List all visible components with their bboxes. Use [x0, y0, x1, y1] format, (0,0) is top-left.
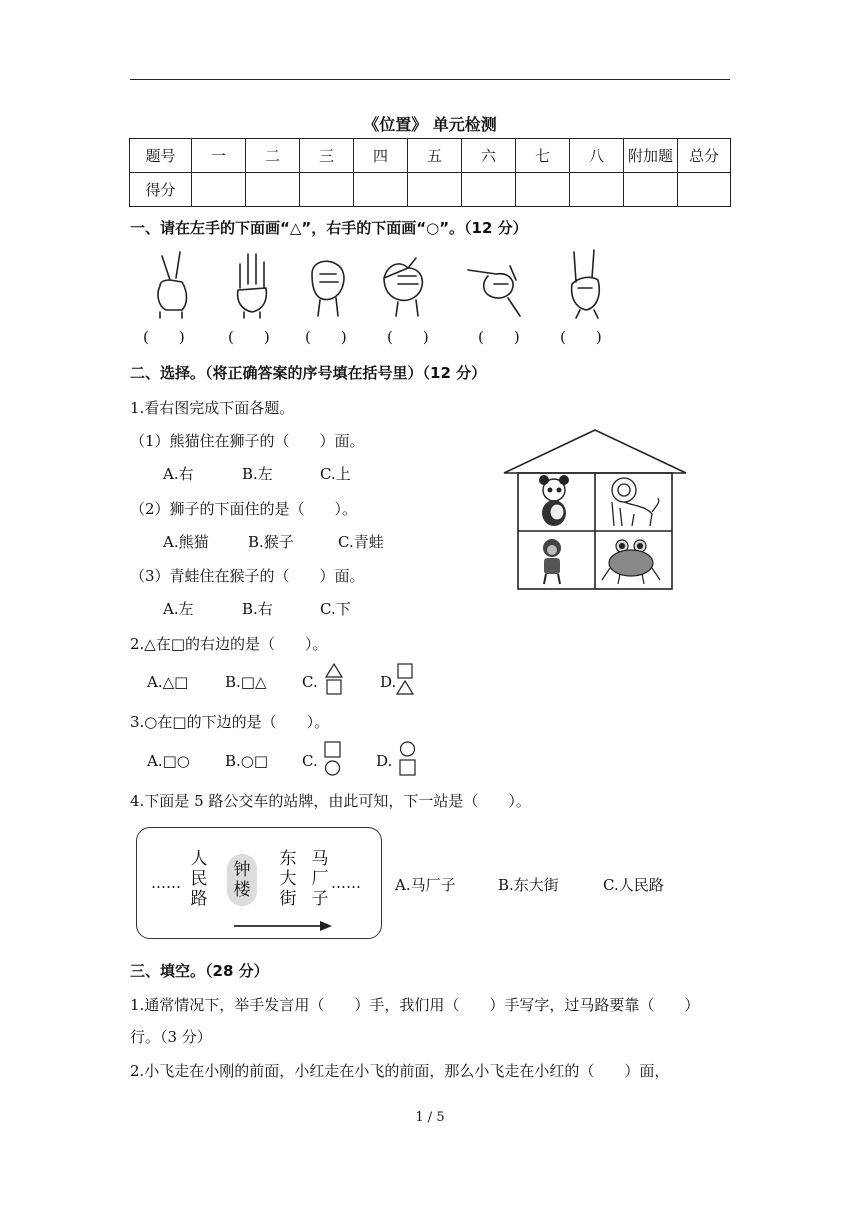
option[interactable]: A.△□ [147, 673, 189, 691]
bus-stop-bell-tower [232, 860, 252, 900]
option[interactable]: D. [376, 752, 393, 770]
score-cell [678, 173, 731, 207]
score-cell [354, 173, 408, 207]
score-cell [570, 173, 624, 207]
score-table [129, 138, 731, 207]
option[interactable]: B.右 [242, 600, 273, 618]
question-1-sub1: （1）熊猫住在狮子的（ ）面。 [130, 432, 365, 450]
table-cell: 题号 [130, 139, 192, 173]
question-1-sub3: （3）青蛙住在猴子的（ ）面。 [130, 567, 365, 585]
question-1-prompt: 1.看右图完成下面各题。 [130, 399, 295, 417]
triangle-over-square-icon [325, 663, 345, 697]
square-over-circle-icon [323, 741, 343, 777]
table-cell: 七 [516, 139, 570, 173]
section1-heading: 一、请在左手的下面画“△”，右手的下面画“○”。（12 分） [130, 219, 528, 237]
answer-blank[interactable]: ( ) [143, 328, 185, 346]
animal-house-illustration [502, 428, 688, 598]
score-cell [516, 173, 570, 207]
question-2-prompt: 2.△在□的右边的是（ ）。 [130, 635, 328, 653]
bus-sign-left-dots: …… [151, 874, 181, 892]
bus-stop-dongdajie [278, 849, 298, 909]
stop-char: 东 [279, 849, 297, 869]
stop-char: 路 [190, 889, 208, 909]
roof-icon [504, 430, 686, 473]
table-cell: 总分 [678, 139, 731, 173]
stop-char: 钟 [233, 860, 251, 880]
option[interactable]: C.青蛙 [338, 533, 384, 551]
option[interactable]: A.右 [163, 465, 194, 483]
option[interactable]: A.左 [163, 600, 194, 618]
fill-question-2-line1: 2.小飞走在小刚的前面，小红走在小飞的前面，那么小飞走在小红的（ ）面， [130, 1062, 670, 1080]
stop-char: 人 [190, 849, 208, 869]
table-cell: 一 [192, 139, 246, 173]
hand-fist-icon [312, 261, 344, 316]
option[interactable]: B.猴子 [248, 533, 294, 551]
option[interactable]: A.熊猫 [163, 533, 209, 551]
stop-char: 子 [311, 889, 329, 909]
panda-icon [539, 475, 569, 526]
question-3-prompt: 3.○在□的下边的是（ ）。 [130, 713, 330, 731]
table-cell: 二 [246, 139, 300, 173]
bus-stop-renmin-road [189, 849, 209, 909]
table-cell: 附加题 [624, 139, 678, 173]
score-table-header-row [130, 139, 731, 173]
option[interactable]: C.上 [320, 465, 351, 483]
score-cell [624, 173, 678, 207]
hand-thumb-icon [384, 258, 422, 316]
hand-horns-icon [572, 250, 600, 318]
section2-heading: 二、选择。（将正确答案的序号填在括号里）（12 分） [130, 364, 487, 382]
direction-arrow-icon [234, 920, 334, 932]
option[interactable]: B.○□ [225, 752, 269, 770]
answer-blank[interactable]: ( ) [305, 328, 347, 346]
bus-stop-machangzi [310, 849, 330, 909]
option[interactable]: C.下 [320, 600, 351, 618]
score-cell [408, 173, 462, 207]
option[interactable]: C. [302, 752, 318, 770]
square-over-triangle-icon [396, 663, 416, 697]
stop-char: 楼 [233, 880, 251, 900]
answer-blank[interactable]: ( ) [560, 328, 602, 346]
answer-blank[interactable]: ( ) [228, 328, 270, 346]
option[interactable]: A.□○ [147, 752, 190, 770]
answer-blank[interactable]: ( ) [387, 328, 429, 346]
frog-icon [602, 540, 660, 584]
score-cell [300, 173, 354, 207]
page-title: 《位置》 单元检测 [363, 115, 497, 134]
stop-char: 街 [279, 889, 297, 909]
monkey-icon [543, 539, 561, 584]
header-rule [130, 79, 730, 80]
score-cell [192, 173, 246, 207]
hand-gestures-illustration [148, 248, 618, 318]
table-cell: 四 [354, 139, 408, 173]
question-1-sub2: （2）狮子的下面住的是（ ）。 [130, 500, 358, 518]
option[interactable]: B.左 [242, 465, 273, 483]
stop-char: 大 [279, 869, 297, 889]
hand-palm-icon [238, 254, 267, 318]
stop-char: 厂 [311, 869, 329, 889]
table-cell: 八 [570, 139, 624, 173]
hand-v-sign-icon [158, 252, 187, 318]
table-cell: 五 [408, 139, 462, 173]
stop-char: 民 [190, 869, 208, 889]
option[interactable]: A.马厂子 [395, 876, 456, 894]
option[interactable]: D. [380, 673, 397, 691]
page-number: 1 / 5 [415, 1110, 445, 1125]
option[interactable]: B.□△ [225, 673, 267, 691]
question-4-prompt: 4.下面是 5 路公交车的站牌，由此可知，下一站是（ ）。 [130, 792, 531, 810]
hand-pointing-icon [468, 266, 520, 316]
option[interactable]: C. [302, 673, 318, 691]
lion-icon [612, 478, 659, 526]
table-cell: 三 [300, 139, 354, 173]
score-cell [462, 173, 516, 207]
bus-sign-right-dots: …… [331, 874, 361, 892]
score-table-score-row [130, 173, 731, 207]
answer-blank[interactable]: ( ) [478, 328, 520, 346]
circle-over-square-icon [398, 741, 418, 777]
score-cell [246, 173, 300, 207]
table-cell: 六 [462, 139, 516, 173]
table-cell: 得分 [130, 173, 192, 207]
option[interactable]: C.人民路 [603, 876, 664, 894]
section3-heading: 三、填空。（28 分） [130, 962, 269, 980]
stop-char: 马 [311, 849, 329, 869]
fill-question-1-line2: 行。（3 分） [130, 1028, 212, 1046]
option[interactable]: B.东大街 [498, 876, 559, 894]
fill-question-1-line1: 1.通常情况下，举手发言用（ ）手，我们用（ ）手写字，过马路要靠（ ） [130, 996, 700, 1014]
